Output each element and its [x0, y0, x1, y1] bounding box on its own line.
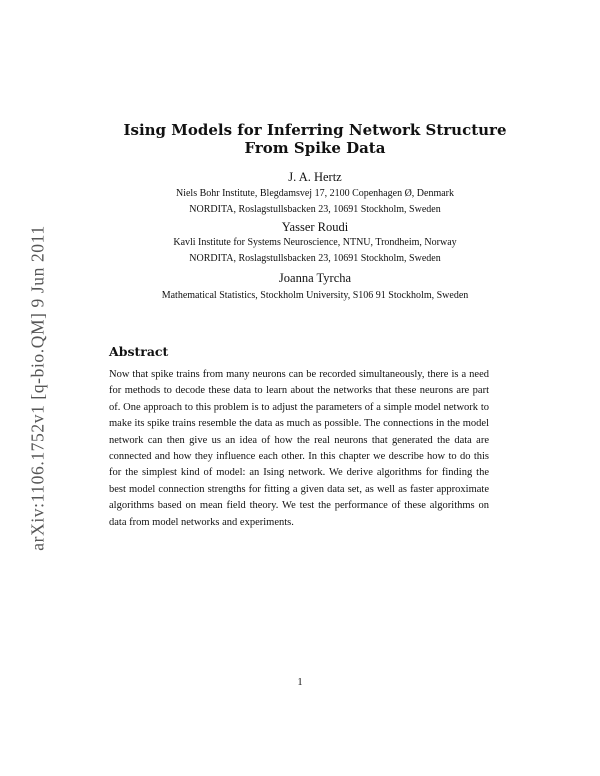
- paper-title: [80, 121, 550, 157]
- arxiv-identifier-stamp: arXiv:1106.1752v1 [q-bio.QM] 9 Jun 2011: [27, 225, 48, 551]
- author-affiliations: [80, 186, 550, 218]
- author-name: J. A. Hertz: [288, 170, 342, 184]
- affiliation-line: NORDITA, Roslagstullsbacken 23, 10691 Stockholm, Sweden: [189, 253, 441, 264]
- abstract-body: Now that spike trains from many neurons can be recorded simultaneously, there is a need for methods to decode these data to learn about the networks that these neurons are part of. One approach to this problem is to adjust the parameters of a simple model network to make its spike trains resemble the data as much as possible. The connections in the model network can then give us an idea of how the real neurons that generated the data are connected and how they influence each other. In this chapter we describe how to do this for the simplest kind of model: an Ising network. We derive algorithms for finding the best model connection strengths for fitting a given data set, as well as faster approximate algorithms based on mean field theory. We test the performance of these algorithms on data from model networks and experiments.: [109, 369, 489, 528]
- author-name: Joanna Tyrcha: [278, 271, 352, 285]
- affiliation-line: Kavli Institute for Systems Neuroscience, NTNU, Trondheim, Norway: [173, 237, 457, 248]
- title-line-2: From Spike Data: [244, 139, 386, 157]
- affiliation-line: NORDITA, Roslagstullsbacken 23, 10691 Stockholm, Sweden: [189, 204, 441, 215]
- affiliation-line: Niels Bohr Institute, Blegdamsvej 17, 2100 Copenhagen Ø, Denmark: [175, 188, 454, 199]
- affiliation-line: Mathematical Statistics, Stockholm University, S106 91 Stockholm, Sweden: [161, 290, 469, 301]
- author-affiliations: [80, 235, 550, 267]
- page-number: 1: [297, 677, 303, 688]
- abstract-heading: Abstract: [109, 344, 169, 359]
- title-line-1: Ising Models for Inferring Network Structure: [123, 121, 507, 139]
- author-affiliations: [80, 288, 550, 304]
- author-name: Yasser Roudi: [281, 220, 349, 234]
